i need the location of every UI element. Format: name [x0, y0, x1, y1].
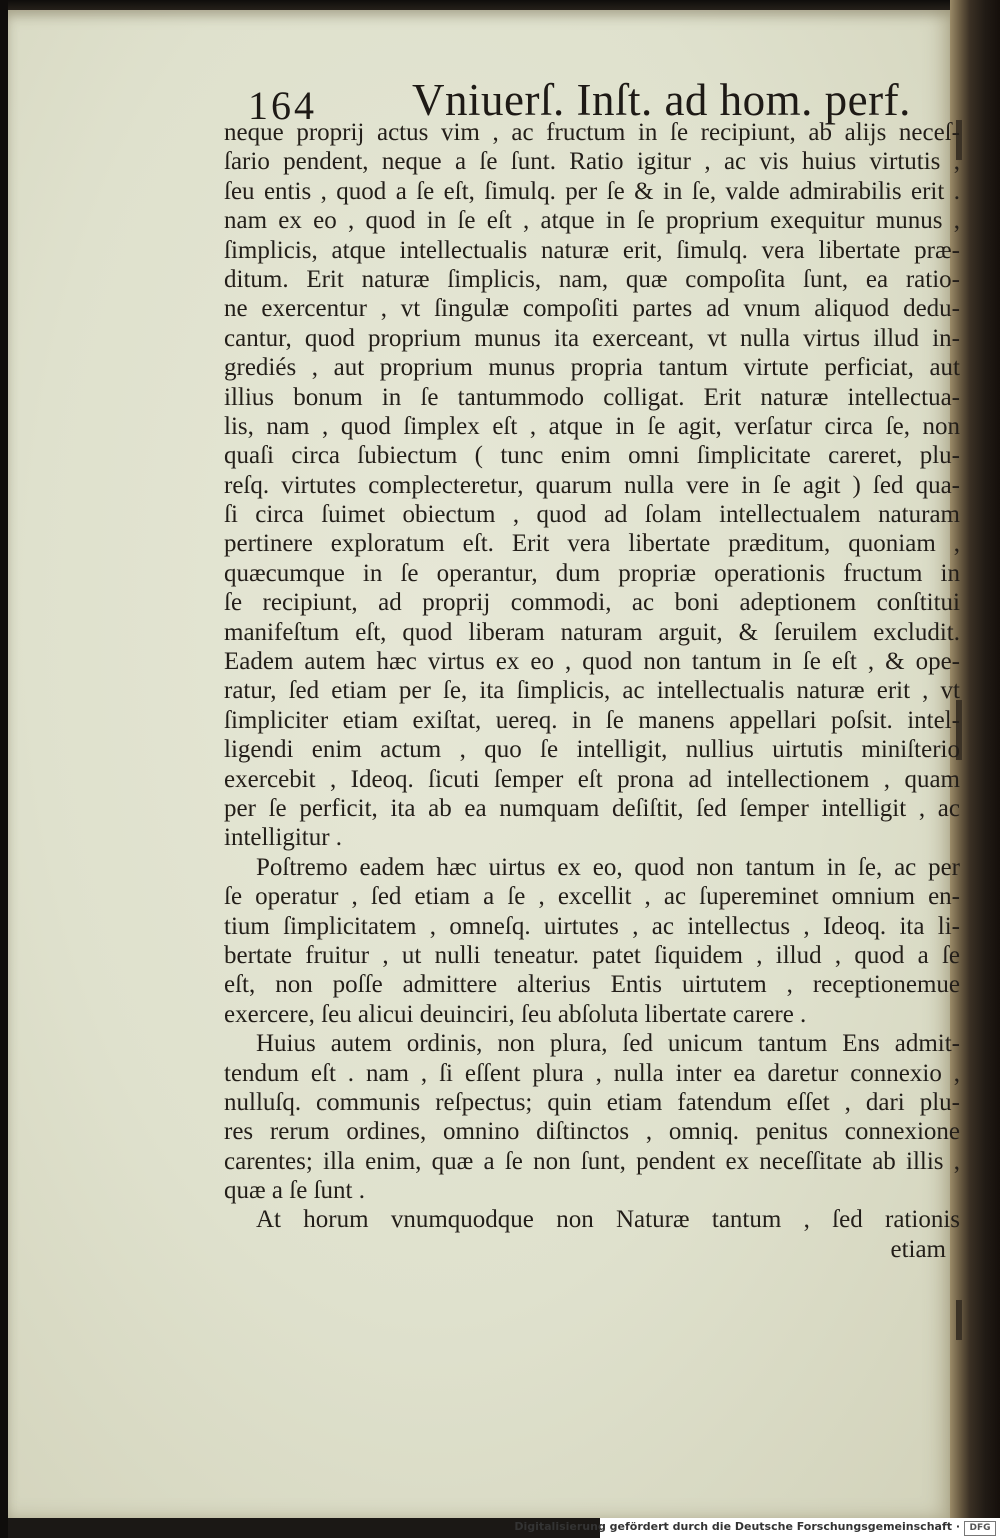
text-line: neque proprij actus vim , ac fructum in ſe recipiunt, ab alijs neceſ- [224, 119, 960, 146]
text-line: quaſi circa ſubiectum ( tunc enim omni ſimplicitate careret, plu- [224, 442, 960, 470]
text-line: grediés , aut proprium munus propria tantum virtute perficiat, aut [224, 354, 960, 382]
text-line: tium ſimplicitatem , omneſq. uirtutes , ac intellectus , Ideoq. ita li- [224, 912, 960, 940]
text-line: Huius autem ordinis, non plura, ſed unicum tantum Ens admit- [256, 1030, 960, 1058]
text-line: cantur, quod proprium munus ita exerceant, vt nulla virtus illud in- [224, 324, 960, 352]
text-line: ditum. Erit naturæ ſimplicis, nam, quæ compoſita ſunt, ea ratio- [224, 265, 960, 293]
text-line: ſario pendent, neque a ſe ſunt. Ratio igitur , ac vis huius virtutis , [224, 148, 960, 176]
text-line: bertate fruitur , ut nulli teneatur. patet ſiquidem , illud , quod a ſe [224, 941, 960, 969]
text-line: manifeſtum eſt, quod liberam naturam arguit, & ſeruilem excludit. [224, 618, 960, 646]
text-line: nam ex eo , quod in ſe eſt , atque in ſe proprium exequitur munus , [224, 207, 960, 235]
text-line: quæcumque in ſe operantur, dum propriæ operationis fructum in [224, 559, 960, 587]
text-line: lis, nam , quod ſimplex eſt , atque in ſe agit, verſatur circa ſe, non [224, 412, 960, 440]
text-line: ſi circa ſuimet obiectum , quod ad ſolam intellectualem naturam [224, 501, 960, 529]
text-line: ratur, ſed etiam per ſe, ita ſimplicis, ac intellectualis naturæ erit , vt [224, 677, 960, 705]
digitization-credit-bar [514, 1518, 1000, 1538]
text-line: ne exercentur , vt ſingulæ compoſiti partes ad vnum aliquod dedu- [224, 295, 960, 323]
text-line: At horum vnumquodque non Naturæ tantum , ſed rationis [256, 1206, 960, 1234]
running-head: Vniuerſ. Inſt. ad hom. perf. [412, 75, 911, 125]
text-line: eſt, non poſſe admittere alterius Entis uirtutem , receptionemue [224, 971, 960, 999]
catchword: etiam [890, 1235, 946, 1263]
text-line: pertinere exploratum eſt. Erit vera libertate præditum, quoniam , [224, 530, 960, 558]
text-line: exercebit , Ideoq. ſicuti ſemper eſt prona ad intellectionem , quam [224, 765, 960, 793]
text-line: ſe operatur , ſed etiam a ſe , excellit , ac ſupereminet omnium en- [224, 883, 960, 911]
text-line: intelligitur . [224, 824, 343, 852]
text-line: ſeu entis , quod a ſe eſt, ſimulq. per ſe & in ſe, valde admirabilis erit . [224, 177, 960, 205]
text-line: ligendi enim actum , quo ſe intelligit, nullius uirtutis miniſterio [224, 736, 960, 764]
text-line: illius bonum in ſe tantummodo colligat. Erit naturæ intellectua- [224, 383, 960, 411]
text-line: Eadem autem hæc virtus ex eo , quod non tantum in ſe eſt , & ope- [224, 648, 960, 676]
text-line: per ſe perficit, ita ab ea numquam deſiſtit, ſed ſemper intelligit , ac [224, 794, 960, 822]
text-line: ſe recipiunt, ad proprij commodi, ac boni adeptionem conſtitui [224, 589, 960, 617]
text-line: res rerum ordines, omnino diſtinctos , omniq. penitus connexione [224, 1118, 960, 1146]
text-line: carentes; illa enim, quæ a ſe non ſunt, pendent ex neceſſitate ab illis , [224, 1147, 960, 1175]
binding-stitch [956, 1300, 962, 1340]
text-line: nulluſq. communis reſpectus; quin etiam fatendum eſſet , dari plu- [224, 1088, 960, 1116]
scan-frame-left [0, 0, 8, 1538]
text-line: ſimpliciter etiam exiſtat, uereq. in ſe manens appellari poſsit. intel- [224, 706, 960, 734]
page-number: 164 [248, 83, 317, 128]
text-line: quæ a ſe ſunt . [224, 1177, 365, 1205]
text-line: ſimplicis, atque intellectualis naturæ erit, ſimulq. vera libertate præ- [224, 236, 960, 264]
text-line: Poſtremo eadem hæc uirtus ex eo, quod non tantum in ſe, ac per [256, 853, 960, 881]
text-line: tendum eſt . nam , ſi eſſent plura , nulla inter ea daretur connexio , [224, 1059, 960, 1087]
body-text [224, 118, 960, 1264]
dfg-logo: DFG [964, 1521, 996, 1536]
text-line: reſq. virtutes complecteretur, quarum nulla vere in ſe agit ) ſed qua- [224, 471, 960, 499]
digitization-credit: Digitalisierung gefördert durch die Deutsche Forschungsgemeinschaft · [514, 1520, 960, 1533]
text-line: exercere, ſeu alicui deuinciri, ſeu abſoluta libertate carere . [224, 1000, 807, 1028]
